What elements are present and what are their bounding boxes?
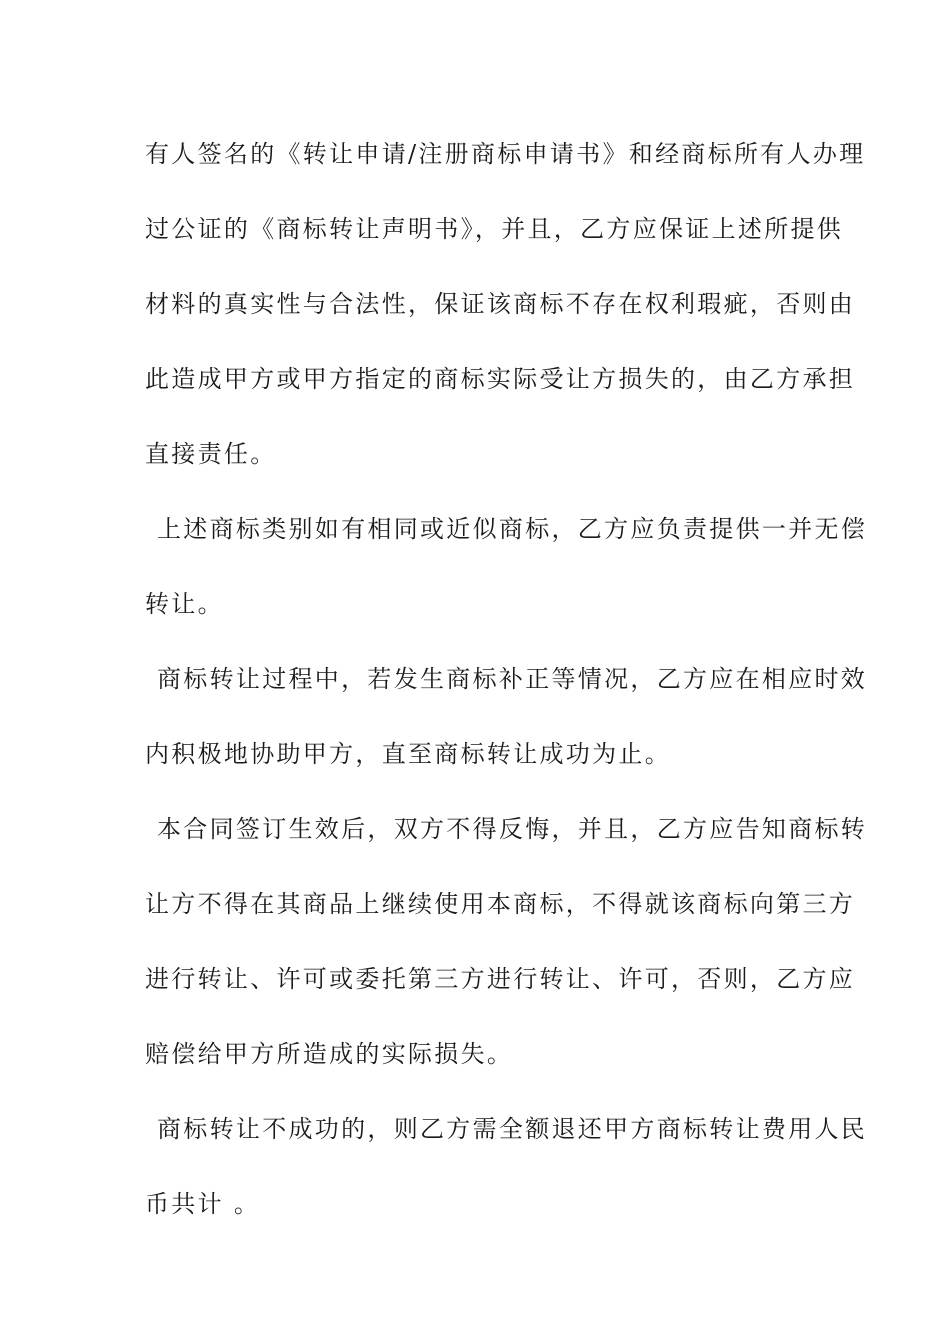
text-line: 转让。 <box>145 590 224 618</box>
text-line: 材料的真实性与合法性，保证该商标不存在权利瑕疵，否则由 <box>145 290 856 318</box>
text-line: 此造成甲方或甲方指定的商标实际受让方损失的，由乙方承担 <box>145 365 856 393</box>
text-line: 内积极地协助甲方，直至商标转让成功为止。 <box>145 740 671 768</box>
paragraph-start-line: 商标转让不成功的，则乙方需全额退还甲方商标转让费用人民 <box>157 1115 868 1143</box>
text-line: 有人签名的《转让申请/注册商标申请书》和经商标所有人办理 <box>145 140 866 168</box>
text-line: 进行转让、许可或委托第三方进行转让、许可，否则，乙方应 <box>145 965 856 993</box>
paragraph-start-line: 本合同签订生效后，双方不得反悔，并且，乙方应告知商标转 <box>157 815 868 843</box>
text-line: 让方不得在其商品上继续使用本商标，不得就该商标向第三方 <box>145 890 856 918</box>
text-line: 过公证的《商标转让声明书》，并且，乙方应保证上述所提供 <box>145 215 844 243</box>
paragraph-start-line: 商标转让过程中，若发生商标补正等情况，乙方应在相应时效 <box>157 665 868 693</box>
text-line: 直接责任。 <box>145 440 277 468</box>
text-line: 币共计 。 <box>145 1190 261 1218</box>
text-line: 赔偿给甲方所造成的实际损失。 <box>145 1040 514 1068</box>
contract-text-body <box>145 129 868 1254</box>
paragraph-start-line: 上述商标类别如有相同或近似商标，乙方应负责提供一并无偿 <box>157 515 868 543</box>
